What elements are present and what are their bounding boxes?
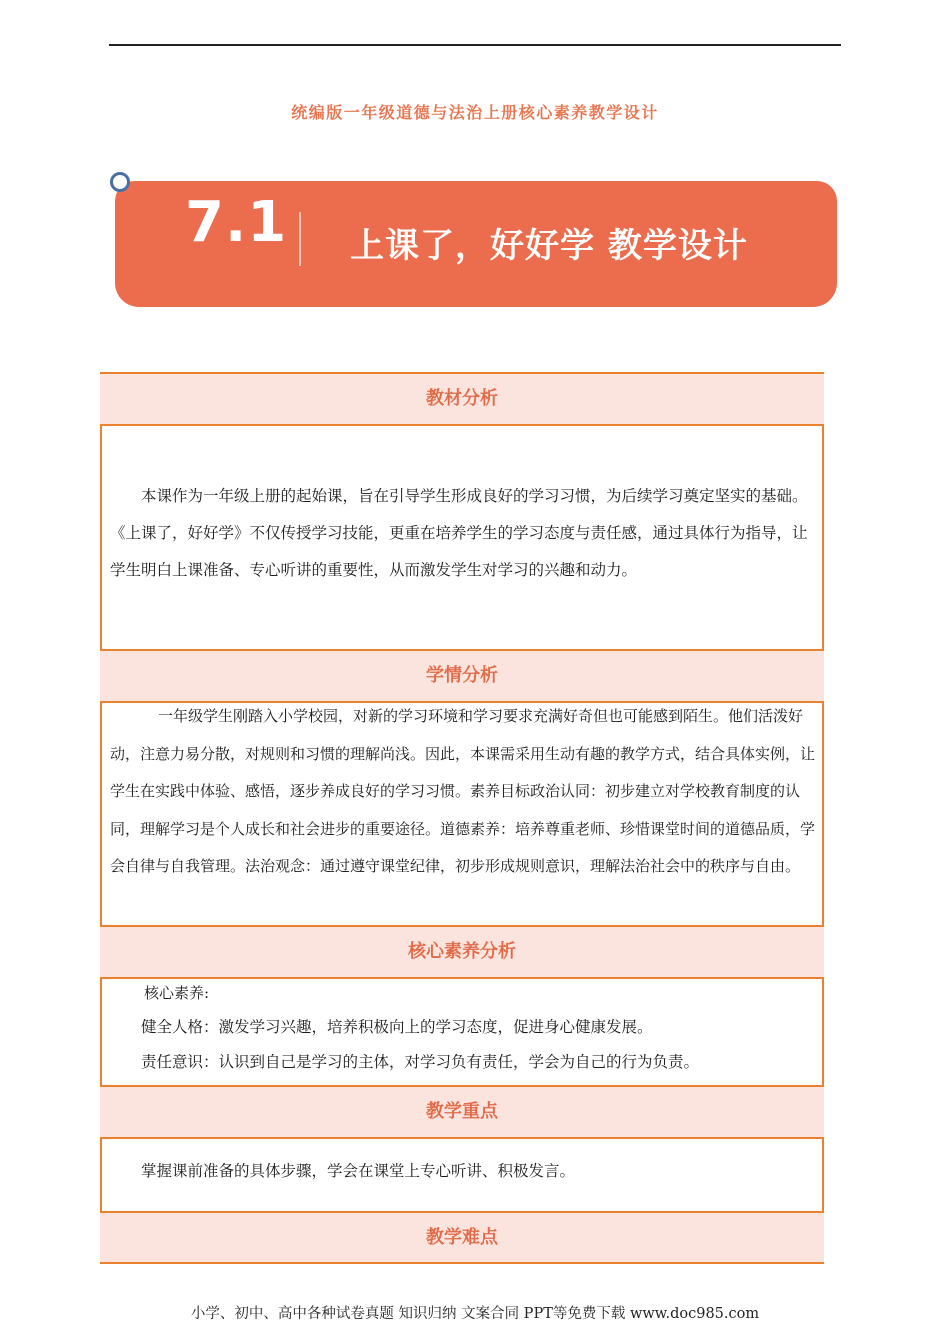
document-header-title: 统编版一年级道德与法治上册核心素养教学设计 xyxy=(291,103,659,122)
student-analysis-text: 一年级学生刚踏入小学校园，对新的学习环境和学习要求充满好奇但也可能感到陌生。他们活泼好动，注意力易分散，对规则和习惯的理解尚浅。因此，本课需采用生动有趣的教学方式，结合具体实例，让学生在实践中体验、感悟，逐步养成良好的学习习惯。素养目标政治认同：初步建立对学校教育制度的认同，理解学习是个人成长和社会进步的重要途径。道德素养：培养尊重老师、珍惜课堂时间的道德品质，学会自律与自我管理。法治观念：通过遵守课堂纪律，初步形成规则意识，理解法治社会中的秩序与自由。 xyxy=(110,707,816,875)
banner-divider xyxy=(299,212,301,266)
section-heading-textbook: 教材分析 xyxy=(100,372,824,426)
section-heading-key-points: 教学重点 xyxy=(100,1085,824,1139)
section-heading-students: 学情分析 xyxy=(100,649,824,703)
page-footer: 小学、初中、高中各种试卷真题 知识归纳 文案合同 PPT等免费下载 www.doc985.com xyxy=(190,1306,760,1322)
banner-circle-icon xyxy=(110,172,130,192)
section-heading-core: 核心素养分析 xyxy=(100,925,824,979)
core-item-personality: 健全人格：激发学习兴趣，培养积极向上的学习态度，促进身心健康发展。 xyxy=(141,1018,653,1036)
section-heading-difficulties: 教学难点 xyxy=(100,1211,824,1264)
core-literacy-label: 核心素养: xyxy=(144,984,210,1002)
top-rule xyxy=(109,44,841,46)
lesson-title: 上课了，好好学 教学设计 xyxy=(350,226,748,266)
textbook-analysis-text: 本课作为一年级上册的起始课，旨在引导学生形成良好的学习习惯，为后续学习奠定坚实的基础。《上课了，好好学》不仅传授学习技能，更重在培养学生的学习态度与责任感，通过具体行为指导，让学生明白上课准备、专心听讲的重要性，从而激发学生对学习的兴趣和动力。 xyxy=(110,487,808,579)
core-item-responsibility: 责任意识：认识到自己是学习的主体，对学习负有责任，学会为自己的行为负责。 xyxy=(141,1053,700,1071)
key-points-text: 掌握课前准备的具体步骤，学会在课堂上专心听讲、积极发言。 xyxy=(141,1162,576,1180)
lesson-number: 7.1 xyxy=(185,190,288,255)
